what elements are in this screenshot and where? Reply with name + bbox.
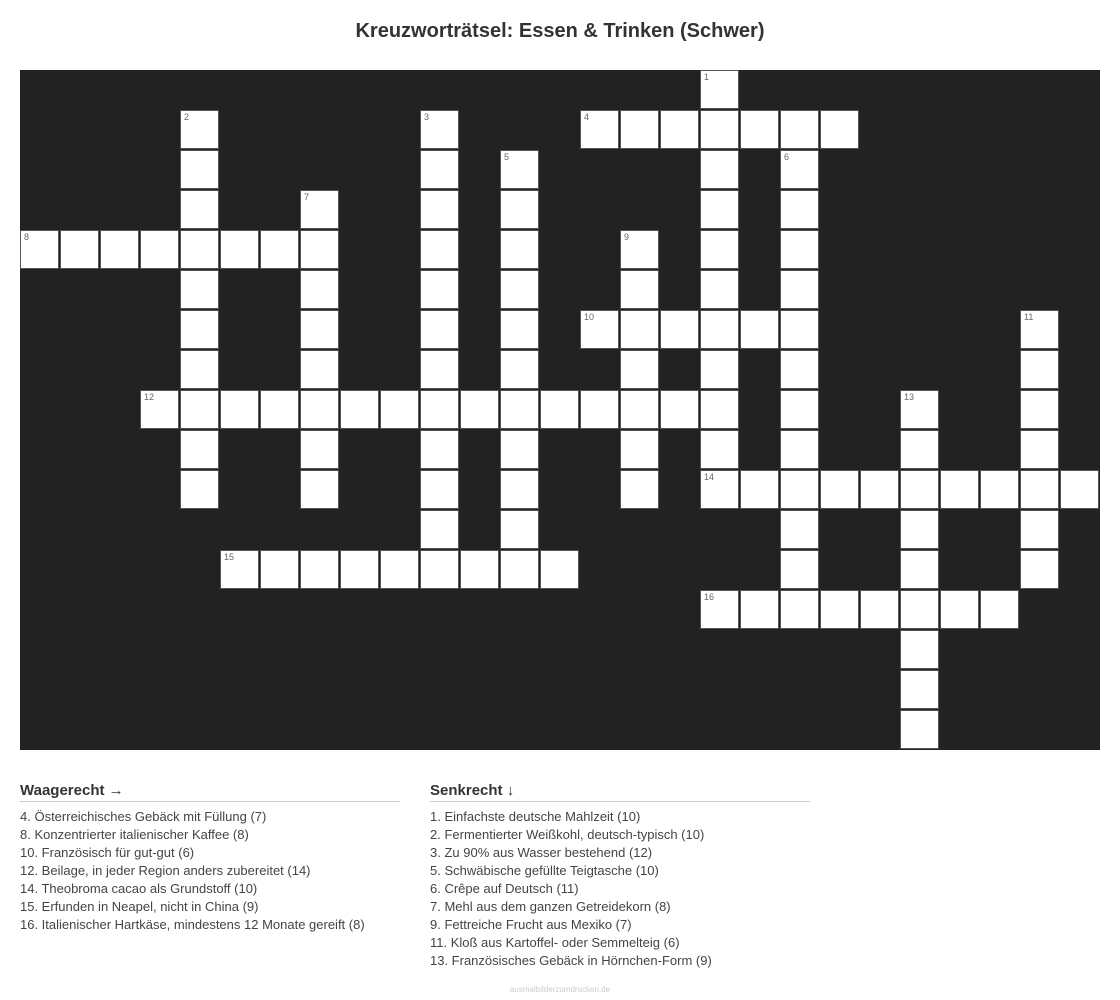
grid-cell[interactable] [500, 190, 539, 229]
grid-cell[interactable] [420, 510, 459, 549]
grid-cell[interactable] [500, 470, 539, 509]
grid-cell[interactable] [980, 470, 1019, 509]
grid-cell[interactable] [620, 230, 659, 269]
grid-cell[interactable] [420, 550, 459, 589]
clue-item[interactable]: 8. Konzentrierter italienischer Kaffee (8) [20, 827, 249, 842]
clue-item[interactable]: 16. Italienischer Hartkäse, mindestens 12 Monate gereift (8) [20, 917, 365, 932]
grid-cell[interactable] [580, 110, 619, 149]
grid-cell[interactable] [60, 230, 99, 269]
grid-cell[interactable] [300, 270, 339, 309]
clue-number: 5 [504, 152, 510, 162]
clue-number: 7 [304, 192, 310, 202]
grid-cell[interactable] [260, 550, 299, 589]
grid-cell[interactable] [420, 470, 459, 509]
grid-cell[interactable] [1060, 470, 1099, 509]
grid-cell[interactable] [700, 190, 739, 229]
grid-cell[interactable] [500, 270, 539, 309]
grid-cell[interactable] [300, 550, 339, 589]
grid-cell[interactable] [780, 230, 819, 269]
clue-item[interactable]: 12. Beilage, in jeder Region anders zubereitet (14) [20, 863, 311, 878]
grid-cell[interactable] [780, 430, 819, 469]
grid-cell[interactable] [180, 190, 219, 229]
grid-cell[interactable] [820, 470, 859, 509]
grid-cell[interactable] [420, 110, 459, 149]
clue-number: 11 [1024, 312, 1034, 322]
grid-cell[interactable] [780, 550, 819, 589]
grid-cell[interactable] [420, 190, 459, 229]
grid-cell[interactable] [1020, 310, 1059, 349]
grid-cell[interactable] [780, 390, 819, 429]
clue-number: 8 [24, 232, 30, 242]
grid-cell[interactable] [180, 230, 219, 269]
grid-cell[interactable] [1020, 510, 1059, 549]
clue-number: 3 [424, 112, 430, 122]
grid-cell[interactable] [180, 310, 219, 349]
grid-cell[interactable] [300, 310, 339, 349]
clue-item[interactable]: 15. Erfunden in Neapel, nicht in China (9) [20, 899, 259, 914]
grid-cell[interactable] [900, 590, 939, 629]
grid-cell[interactable] [740, 590, 779, 629]
grid-cell[interactable] [1020, 390, 1059, 429]
grid-cell[interactable] [740, 110, 779, 149]
grid-cell[interactable] [180, 150, 219, 189]
grid-cell[interactable] [340, 390, 379, 429]
grid-cell[interactable] [660, 310, 699, 349]
clue-number: 1 [704, 72, 710, 82]
grid-cell[interactable] [500, 310, 539, 349]
grid-cell[interactable] [820, 590, 859, 629]
crossword-grid [20, 70, 1100, 750]
grid-cell[interactable] [420, 230, 459, 269]
grid-cell[interactable] [300, 190, 339, 229]
grid-cell[interactable] [700, 470, 739, 509]
grid-cell[interactable] [220, 550, 259, 589]
grid-cell[interactable] [460, 390, 499, 429]
grid-cell[interactable] [900, 430, 939, 469]
clue-number: 2 [184, 112, 190, 122]
grid-cell[interactable] [780, 150, 819, 189]
grid-cell[interactable] [980, 590, 1019, 629]
grid-cell[interactable] [780, 470, 819, 509]
grid-cell[interactable] [700, 350, 739, 389]
grid-cell[interactable] [1020, 430, 1059, 469]
footer-watermark: ausmalbilderzumdrucken.de [509, 985, 611, 994]
grid-cell[interactable] [180, 270, 219, 309]
grid-cell[interactable] [460, 550, 499, 589]
grid-cell[interactable] [620, 470, 659, 509]
grid-cell[interactable] [700, 150, 739, 189]
grid-cell[interactable] [940, 590, 979, 629]
grid-cell[interactable] [780, 590, 819, 629]
grid-cell[interactable] [540, 390, 579, 429]
clue-number: 9 [624, 232, 630, 242]
grid-cell[interactable] [420, 270, 459, 309]
grid-cell[interactable] [500, 350, 539, 389]
clue-item[interactable]: 6. Crêpe auf Deutsch (11) [430, 881, 579, 896]
grid-cell[interactable] [860, 590, 899, 629]
grid-cell[interactable] [420, 350, 459, 389]
grid-cell[interactable] [700, 70, 739, 109]
grid-cell[interactable] [620, 270, 659, 309]
grid-cell[interactable] [180, 430, 219, 469]
clue-number: 12 [144, 392, 155, 402]
down-clue-list [430, 808, 810, 970]
grid-cell[interactable] [140, 390, 179, 429]
grid-cell[interactable] [700, 390, 739, 429]
grid-cell[interactable] [940, 470, 979, 509]
grid-cell[interactable] [180, 110, 219, 149]
grid-cell[interactable] [900, 390, 939, 429]
grid-cell[interactable] [900, 630, 939, 669]
grid-cell[interactable] [420, 150, 459, 189]
across-heading: Waagerecht → [20, 782, 400, 802]
clue-number: 4 [584, 112, 590, 122]
grid-cell[interactable] [900, 550, 939, 589]
grid-cell[interactable] [700, 270, 739, 309]
grid-cell[interactable] [180, 470, 219, 509]
grid-cell[interactable] [700, 430, 739, 469]
across-clue-list [20, 808, 400, 934]
grid-cell[interactable] [300, 470, 339, 509]
grid-cell[interactable] [780, 270, 819, 309]
grid-cell[interactable] [620, 110, 659, 149]
grid-cell[interactable] [780, 110, 819, 149]
grid-cell[interactable] [740, 470, 779, 509]
grid-cell[interactable] [380, 550, 419, 589]
grid-cell[interactable] [780, 190, 819, 229]
grid-cell[interactable] [1020, 470, 1059, 509]
grid-cell[interactable] [780, 350, 819, 389]
grid-cell[interactable] [900, 670, 939, 709]
clue-item[interactable]: 4. Österreichisches Gebäck mit Füllung (7) [20, 809, 267, 824]
down-heading: Senkrecht ↓ [430, 782, 810, 802]
grid-cell[interactable] [900, 510, 939, 549]
grid-cell[interactable] [380, 390, 419, 429]
grid-cell[interactable] [260, 390, 299, 429]
grid-cell[interactable] [300, 390, 339, 429]
grid-cell[interactable] [700, 590, 739, 629]
clue-item[interactable]: 9. Fettreiche Frucht aus Mexiko (7) [430, 917, 632, 932]
clue-item[interactable]: 1. Einfachste deutsche Mahlzeit (10) [430, 809, 641, 824]
clue-number: 15 [224, 552, 235, 562]
grid-cell[interactable] [860, 470, 899, 509]
grid-cell[interactable] [820, 110, 859, 149]
grid-cell[interactable] [900, 710, 939, 749]
grid-cell[interactable] [500, 390, 539, 429]
clue-item[interactable]: 3. Zu 90% aus Wasser bestehend (12) [430, 845, 653, 860]
grid-cell[interactable] [740, 310, 779, 349]
clue-item[interactable]: 2. Fermentierter Weißkohl, deutsch-typisch (10) [430, 827, 705, 842]
clue-item[interactable]: 10. Französisch für gut-gut (6) [20, 845, 195, 860]
grid-cell[interactable] [300, 350, 339, 389]
clue-item[interactable]: 13. Französisches Gebäck in Hörnchen-Form (9) [430, 953, 712, 968]
grid-cell[interactable] [500, 550, 539, 589]
grid-cell[interactable] [700, 110, 739, 149]
grid-cell[interactable] [780, 510, 819, 549]
grid-cell[interactable] [1020, 350, 1059, 389]
grid-cell[interactable] [20, 230, 59, 269]
clue-number: 6 [784, 152, 790, 162]
grid-cell[interactable] [620, 350, 659, 389]
grid-cell[interactable] [580, 390, 619, 429]
grid-cell[interactable] [660, 390, 699, 429]
grid-cell[interactable] [420, 390, 459, 429]
clues-down [430, 782, 810, 970]
grid-cell[interactable] [620, 310, 659, 349]
grid-cell[interactable] [180, 390, 219, 429]
grid-cell[interactable] [1020, 550, 1059, 589]
grid-cell[interactable] [260, 230, 299, 269]
grid-cell[interactable] [500, 430, 539, 469]
grid-cell[interactable] [660, 110, 699, 149]
grid-cell[interactable] [620, 430, 659, 469]
clue-number: 10 [584, 312, 595, 322]
grid-cell[interactable] [540, 550, 579, 589]
grid-cell[interactable] [420, 310, 459, 349]
grid-cell[interactable] [900, 470, 939, 509]
grid-cell[interactable] [300, 430, 339, 469]
grid-cell[interactable] [140, 230, 179, 269]
grid-cell[interactable] [780, 310, 819, 349]
grid-cell[interactable] [300, 230, 339, 269]
grid-cell[interactable] [580, 310, 619, 349]
clue-item[interactable]: 11. Kloß aus Kartoffel- oder Semmelteig (6) [430, 935, 680, 950]
clue-item[interactable]: 14. Theobroma cacao als Grundstoff (10) [20, 881, 258, 896]
clue-number: 13 [904, 392, 915, 402]
grid-cell[interactable] [500, 150, 539, 189]
clues-across [20, 782, 400, 934]
clue-item[interactable]: 5. Schwäbische gefüllte Teigtasche (10) [430, 863, 659, 878]
grid-cell[interactable] [100, 230, 139, 269]
grid-cell[interactable] [220, 390, 259, 429]
clue-number: 16 [704, 592, 715, 602]
grid-cell[interactable] [500, 230, 539, 269]
clue-item[interactable]: 7. Mehl aus dem ganzen Getreidekorn (8) [430, 899, 671, 914]
grid-cell[interactable] [700, 310, 739, 349]
page-title: Kreuzworträtsel: Essen & Trinken (Schwer) [355, 20, 765, 42]
grid-cell[interactable] [220, 230, 259, 269]
grid-cell[interactable] [500, 510, 539, 549]
grid-cell[interactable] [180, 350, 219, 389]
grid-cell[interactable] [700, 230, 739, 269]
grid-cell[interactable] [420, 430, 459, 469]
clue-number: 14 [704, 472, 715, 482]
grid-cell[interactable] [620, 390, 659, 429]
grid-cell[interactable] [340, 550, 379, 589]
